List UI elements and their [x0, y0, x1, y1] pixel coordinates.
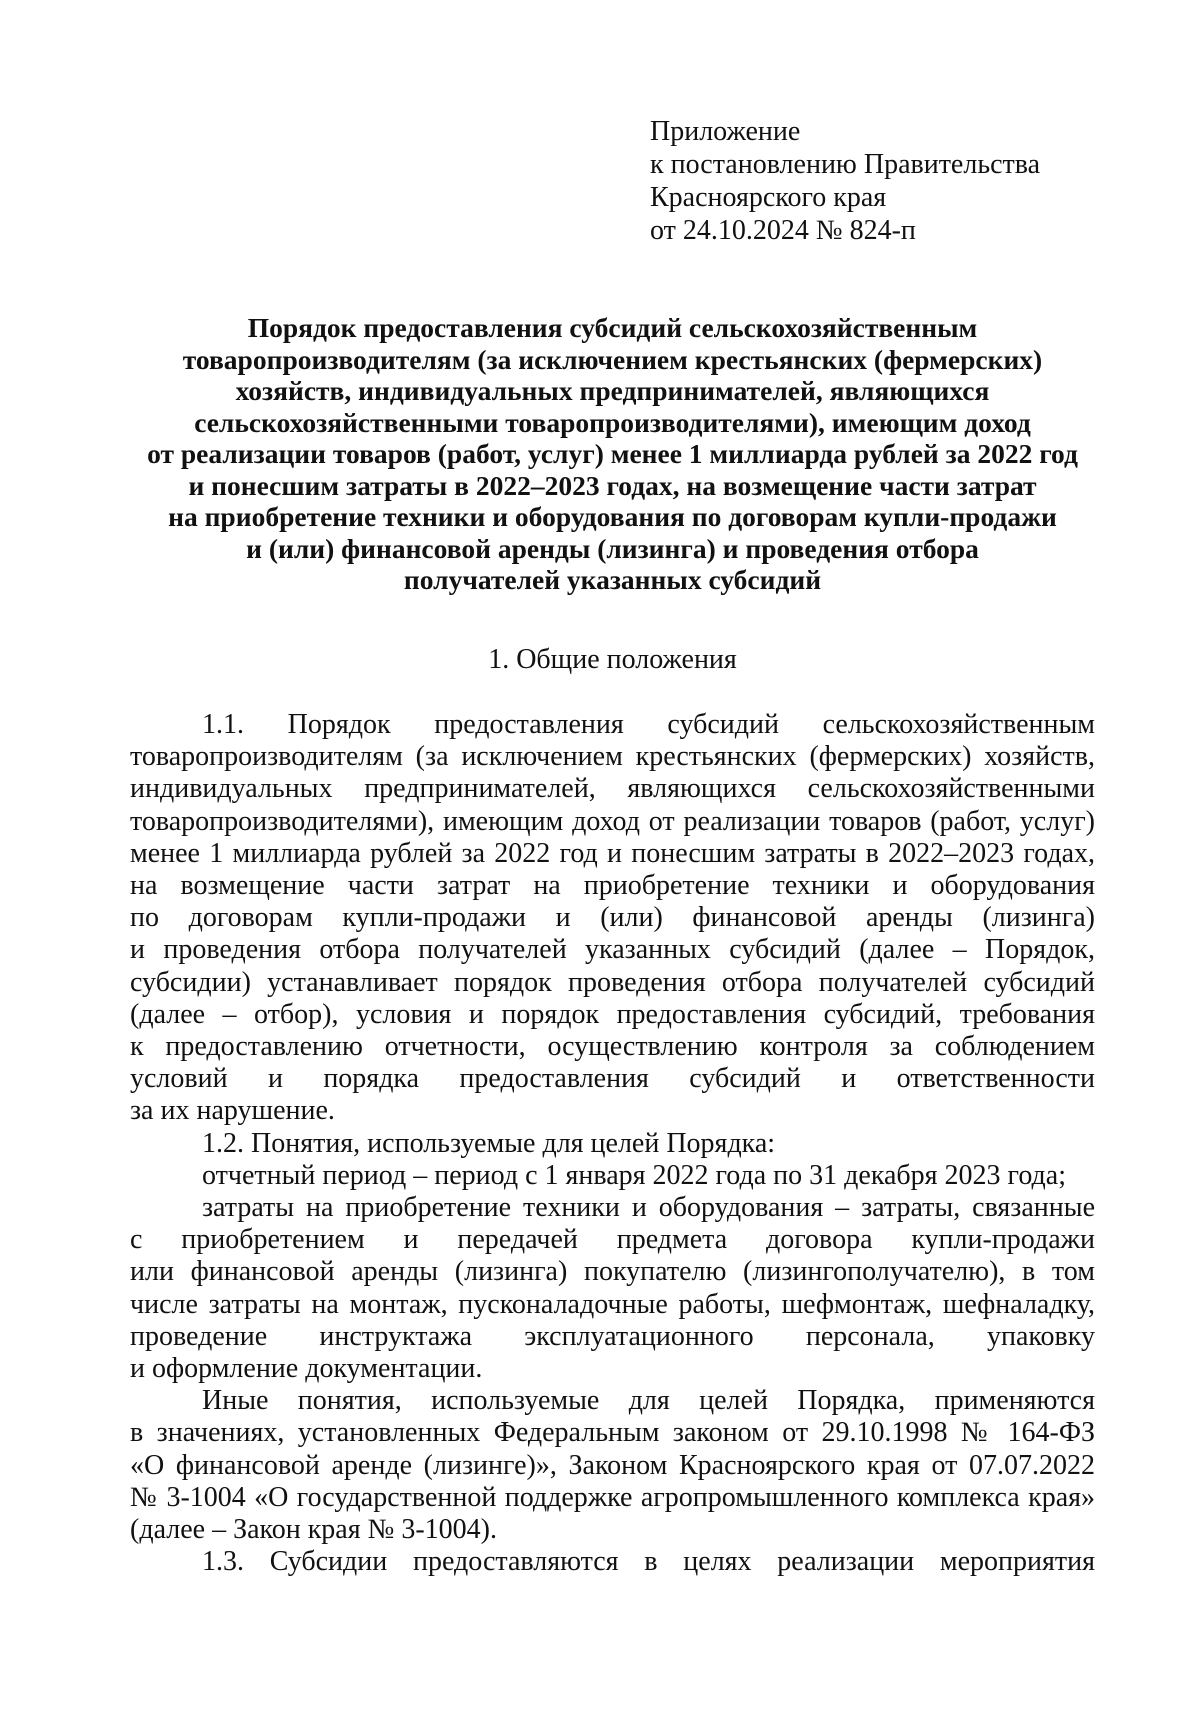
text-line: субсидии) устанавливает порядок проведения отбора получателей субсидий [130, 966, 1095, 998]
title-line: и понесшим затраты в 2022–2023 годах, на возмещение части затрат [188, 469, 1037, 501]
text-line: числе затраты на монтаж, пусконаладочные работы, шефмонтаж, шефналадку, [130, 1288, 1095, 1320]
appendix-line: к постановлению Правительства [650, 149, 1041, 180]
text-line: индивидуальных предпринимателей, являющихся сельскохозяйственными [130, 773, 1095, 805]
appendix-line: Красноярского края [650, 182, 887, 213]
text-line: условий и порядка предоставления субсидий и ответственности [130, 1063, 1095, 1095]
text-line: «О финансовой аренде (лизинге)», Законом Красноярского края от 07.07.2022 [130, 1449, 1095, 1481]
title-line: на приобретение техники и оборудования по договорам купли-продажи [168, 501, 1057, 532]
title-line: товаропроизводителям (за исключением крестьянских (фермерских) [182, 343, 1043, 375]
text-line: 1.3. Субсидии предоставляются в целях реализации мероприятия [202, 1546, 1095, 1578]
text-line: товаропроизводителям (за исключением крестьянских (фермерских) хозяйств, [130, 741, 1095, 773]
paragraph-equipment-costs [130, 1192, 1095, 1385]
text-line: отчетный период – период с 1 января 2022 года по 31 декабря 2023 года; [202, 1159, 1066, 1191]
text-line: товаропроизводителями), имеющим доход от реализации товаров (работ, услуг) [130, 805, 1095, 837]
title-line: и (или) финансовой аренды (лизинга) и проведения отбора [246, 532, 979, 564]
text-line: за их нарушение. [130, 1095, 335, 1127]
text-line: с приобретением и передачей предмета договора купли-продажи [130, 1224, 1095, 1256]
section-heading: 1. Общие положения [488, 644, 737, 675]
paragraph-1-3 [130, 1546, 1095, 1578]
text-line: по договорам купли-продажи и (или) финансовой аренды (лизинга) [130, 902, 1095, 934]
text-line: 1.2. Понятия, используемые для целей Порядка: [202, 1127, 776, 1159]
paragraph-other-concepts [130, 1385, 1095, 1546]
paragraph-1-2 [130, 1128, 1095, 1160]
title-line: сельскохозяйственными товаропроизводителями), имеющим доход [194, 406, 1031, 438]
text-line: № 3-1004 «О государственной поддержке агропромышленного комплекса края» [130, 1481, 1095, 1513]
appendix-line: Приложение [650, 116, 801, 147]
title-line: хозяйств, индивидуальных предпринимателей, являющихся [235, 375, 990, 406]
appendix-header [650, 115, 1040, 247]
paragraph-reporting-period [130, 1160, 1095, 1192]
title-line: Порядок предоставления субсидий сельскохозяйственным [247, 312, 978, 343]
text-line: проведение инструктажа эксплуатационного персонала, упаковку [130, 1320, 1095, 1352]
text-line: затраты на приобретение техники и оборудования – затраты, связанные [202, 1192, 1095, 1224]
text-line: 1.1. Порядок предоставления субсидий сельскохозяйственным [202, 709, 1095, 740]
title-line: получателей указанных субсидий [403, 564, 822, 595]
text-line: (далее – отбор), условия и порядок предоставления субсидий, требования [130, 998, 1095, 1030]
text-line: или финансовой аренды (лизинга) покупателю (лизингополучателю), в том [130, 1256, 1095, 1288]
document-title [130, 312, 1095, 596]
appendix-line: от 24.10.2024 № 824-п [650, 215, 916, 246]
document-body [130, 709, 1095, 1578]
text-line: на возмещение части затрат на приобретение техники и оборудования [130, 870, 1095, 902]
text-line: (далее – Закон края № 3-1004). [130, 1514, 497, 1546]
paragraph-1-1 [130, 709, 1095, 1128]
title-line: от реализации товаров (работ, услуг) менее 1 миллиарда рублей за 2022 год [147, 438, 1078, 469]
text-line: и оформление документации. [130, 1353, 483, 1385]
text-line: менее 1 миллиарда рублей за 2022 год и понесшим затраты в 2022–2023 годах, [130, 837, 1095, 869]
text-line: Иные понятия, используемые для целей Порядка, применяются [202, 1385, 1095, 1417]
text-line: и проведения отбора получателей указанных субсидий (далее – Порядок, [130, 934, 1095, 966]
text-line: к предоставлению отчетности, осуществлению контроля за соблюдением [130, 1031, 1095, 1063]
text-line: в значениях, установленных Федеральным законом от 29.10.1998 № 164-ФЗ [130, 1417, 1095, 1449]
